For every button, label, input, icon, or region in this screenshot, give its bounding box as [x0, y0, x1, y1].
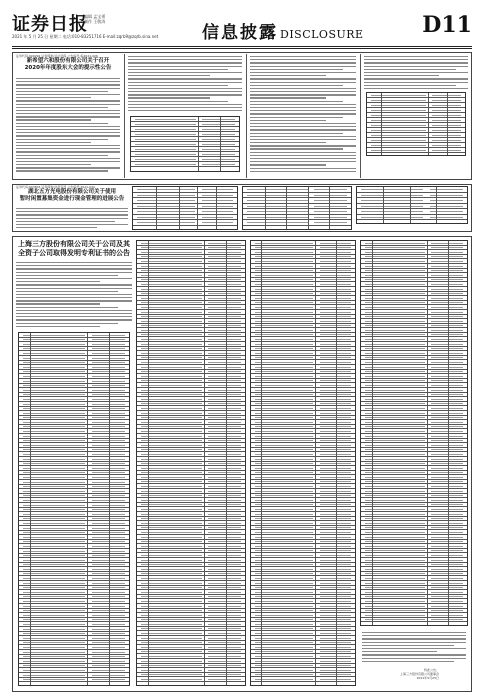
- text-line: [250, 142, 326, 143]
- text-line: [364, 85, 456, 86]
- text-line: [16, 307, 118, 308]
- table-column-divider: [381, 93, 382, 155]
- text-line: [128, 69, 228, 70]
- text-line: [128, 56, 242, 57]
- signature-line: 2021年5月25日: [416, 676, 440, 680]
- text-line: [364, 69, 456, 70]
- text-line: [16, 265, 132, 266]
- table-column-divider: [156, 187, 157, 229]
- text-line: [16, 272, 132, 273]
- table-column-divider: [329, 187, 330, 229]
- text-line: [16, 151, 120, 152]
- table-column-divider: [315, 241, 316, 685]
- text-line: [364, 62, 468, 63]
- text-line: [128, 101, 228, 102]
- table-row: [251, 677, 355, 682]
- text-line: [364, 56, 468, 57]
- text-line: [364, 78, 468, 79]
- text-line: [16, 288, 132, 289]
- text-line: [16, 104, 120, 105]
- text-line: [16, 323, 118, 324]
- patent-table: [136, 240, 246, 686]
- announcement-title-line: 湖北五方光电股份有限公司关于使用: [27, 189, 116, 195]
- text-line: [250, 126, 356, 127]
- text-line: [364, 88, 468, 89]
- text-line: [16, 116, 120, 117]
- signature-line: 上海三方股份有限公司董事会: [400, 672, 440, 676]
- text-line: [362, 658, 466, 659]
- text-line: [128, 85, 228, 86]
- body-text: [362, 632, 466, 664]
- text-line: [16, 126, 120, 127]
- patent-table: [360, 240, 468, 626]
- text-line: [250, 101, 343, 102]
- text-line: [16, 148, 120, 149]
- announcement-code: 证券代码:600292 证券简称:远达环保 公告编号:临2021-026: [16, 54, 98, 58]
- announcement-title-line: 全资子公司取得发明专利证书的公告: [18, 249, 130, 257]
- text-line: [16, 91, 108, 92]
- text-line: [16, 110, 120, 111]
- column-divider: [124, 54, 125, 178]
- text-line: [16, 113, 120, 114]
- table-column-divider: [148, 241, 149, 685]
- data-table: [366, 92, 466, 156]
- table-row: [357, 215, 467, 221]
- text-line: [250, 78, 356, 79]
- text-line: [250, 94, 356, 95]
- producer-line: 制作 王敬涛: [84, 19, 106, 24]
- table-row: [243, 220, 351, 226]
- text-line: [128, 94, 242, 95]
- data-table: [356, 186, 468, 224]
- text-line: [128, 78, 242, 79]
- newspaper-logo: 证券日报: [12, 14, 88, 35]
- announcement-code: 证券代码:603833 证券简称:欧派家居 公告编号:2021-044: [16, 185, 95, 189]
- text-line: [16, 313, 132, 314]
- table-column-divider: [428, 93, 429, 155]
- data-table: [132, 186, 238, 230]
- section-title: [202, 18, 364, 43]
- masthead-rule: [12, 46, 472, 47]
- text-line: [16, 155, 108, 156]
- text-line: [250, 123, 356, 124]
- text-line: [16, 135, 120, 136]
- text-line: [250, 136, 356, 137]
- text-line: [16, 211, 128, 212]
- text-line: [16, 208, 128, 209]
- patent-table: [250, 240, 356, 686]
- text-line: [16, 167, 120, 168]
- text-line: [250, 139, 356, 140]
- text-line: [16, 310, 132, 311]
- table-column-divider: [261, 241, 262, 685]
- date-line: 2021 年 5 月 25 日 星期二 电话:010-83251716 E-mail:zqrb9@zqrb.sina.net: [12, 34, 159, 39]
- text-line: [16, 170, 108, 171]
- table-row: [361, 618, 467, 623]
- text-line: [362, 648, 466, 649]
- text-line: [16, 227, 97, 228]
- text-line: [250, 66, 356, 67]
- patent-table: [18, 332, 130, 686]
- text-line: [16, 281, 100, 282]
- text-line: [16, 145, 120, 146]
- editor-line: 编辑 孟宝勇: [84, 14, 106, 19]
- text-line: [250, 152, 356, 153]
- text-line: [362, 654, 466, 655]
- table-column-divider: [436, 187, 437, 223]
- text-line: [362, 638, 466, 639]
- text-line: [16, 300, 132, 301]
- masthead: [12, 10, 472, 46]
- column-divider: [360, 54, 361, 178]
- table-column-divider: [87, 333, 88, 685]
- editor-credits: [84, 14, 105, 24]
- table-column-divider: [265, 187, 266, 229]
- text-line: [128, 104, 242, 105]
- text-line: [16, 158, 120, 159]
- text-line: [16, 319, 132, 320]
- text-line: [128, 97, 210, 98]
- text-line: [16, 303, 100, 304]
- table-column-divider: [427, 241, 428, 625]
- page-number: D11: [422, 12, 472, 38]
- table-row: [137, 677, 245, 682]
- table-column-divider: [198, 117, 199, 171]
- text-line: [16, 81, 120, 82]
- table-column-divider: [226, 241, 227, 685]
- text-line: [250, 164, 326, 165]
- text-line: [362, 642, 466, 643]
- text-line: [250, 104, 356, 105]
- text-line: [364, 82, 468, 83]
- table-column-divider: [30, 333, 31, 685]
- text-line: [16, 84, 120, 85]
- text-line: [16, 139, 108, 140]
- text-line: [250, 168, 356, 169]
- column-divider: [246, 54, 247, 178]
- text-line: [250, 62, 356, 63]
- text-line: [16, 275, 118, 276]
- text-line: [250, 120, 326, 121]
- text-line: [250, 158, 356, 159]
- table-column-divider: [216, 187, 217, 229]
- table-column-divider: [383, 187, 384, 223]
- text-line: [362, 651, 437, 652]
- text-line: [16, 100, 120, 101]
- text-line: [250, 155, 356, 156]
- announcement-title-line: 上海三方股份有限公司关于公司及其: [18, 240, 130, 248]
- text-line: [16, 97, 91, 98]
- text-line: [250, 133, 343, 134]
- text-line: [16, 291, 118, 292]
- signature-block: [400, 668, 439, 680]
- text-line: [250, 69, 343, 70]
- announcement-3: [16, 240, 132, 258]
- text-line: [364, 75, 439, 76]
- text-line: [128, 110, 242, 111]
- table-column-divider: [336, 241, 337, 685]
- body-text: [364, 56, 468, 91]
- text-line: [250, 129, 356, 130]
- text-line: [16, 326, 100, 327]
- table-row: [367, 148, 465, 153]
- text-line: [128, 59, 242, 60]
- table-column-divider: [109, 333, 110, 685]
- text-line: [250, 59, 356, 60]
- text-line: [16, 142, 91, 143]
- text-line: [364, 59, 468, 60]
- text-line: [364, 72, 468, 73]
- masthead-rule-thin: [12, 48, 472, 49]
- section-title-en: DISCLOSURE: [280, 28, 364, 41]
- text-line: [16, 316, 132, 317]
- section-title-cn: 信息披露: [202, 23, 278, 43]
- text-line: [250, 171, 356, 172]
- text-line: [250, 148, 343, 149]
- text-line: [128, 66, 242, 67]
- text-line: [16, 262, 132, 263]
- table-column-divider: [410, 187, 411, 223]
- announcement-2: [16, 185, 128, 203]
- body-text: [16, 262, 132, 329]
- text-line: [250, 85, 343, 86]
- text-line: [362, 645, 454, 646]
- text-line: [128, 72, 242, 73]
- body-text: [250, 56, 356, 174]
- text-line: [250, 117, 343, 118]
- text-line: [16, 284, 132, 285]
- table-column-divider: [308, 187, 309, 229]
- table-row: [133, 220, 237, 226]
- text-line: [16, 294, 132, 295]
- body-text: [16, 208, 128, 230]
- text-line: [128, 82, 242, 83]
- text-line: [362, 661, 454, 662]
- text-line: [16, 297, 132, 298]
- text-line: [16, 107, 108, 108]
- text-line: [16, 164, 91, 165]
- text-line: [16, 218, 128, 219]
- table-row: [19, 678, 129, 683]
- table-column-divider: [220, 117, 221, 171]
- text-line: [250, 145, 356, 146]
- text-line: [362, 632, 466, 633]
- table-column-divider: [286, 187, 287, 229]
- text-line: [250, 113, 356, 114]
- text-line: [128, 107, 242, 108]
- text-line: [16, 78, 120, 79]
- text-line: [250, 97, 326, 98]
- data-table: [130, 116, 240, 172]
- text-line: [128, 91, 242, 92]
- text-line: [16, 119, 91, 120]
- table-column-divider: [447, 93, 448, 155]
- text-line: [16, 221, 115, 222]
- body-text: [128, 56, 242, 113]
- text-line: [16, 132, 120, 133]
- text-line: [250, 82, 356, 83]
- text-line: [250, 56, 356, 57]
- text-line: [16, 123, 108, 124]
- body-text: [16, 78, 120, 174]
- text-line: [16, 161, 120, 162]
- announcement-title-line: 暂时闲置募集资金进行现金管理的进展公告: [19, 196, 125, 202]
- text-line: [16, 94, 120, 95]
- table-column-divider: [372, 241, 373, 625]
- signature-line: 特此公告。: [424, 668, 440, 672]
- table-column-divider: [204, 241, 205, 685]
- text-line: [250, 72, 356, 73]
- text-line: [250, 110, 356, 111]
- announcement-title-line: 新希望六和股份有限公司关于召开: [26, 58, 110, 64]
- text-line: [250, 75, 326, 76]
- text-line: [16, 214, 128, 215]
- text-line: [16, 224, 128, 225]
- text-line: [250, 107, 356, 108]
- table-row: [131, 162, 239, 167]
- table-column-divider: [179, 187, 180, 229]
- table-column-divider: [197, 187, 198, 229]
- text-line: [16, 268, 132, 269]
- text-line: [16, 129, 120, 130]
- text-line: [16, 278, 132, 279]
- text-line: [250, 91, 356, 92]
- text-line: [250, 88, 356, 89]
- text-line: [128, 62, 242, 63]
- text-line: [364, 66, 468, 67]
- text-line: [16, 88, 120, 89]
- text-line: [250, 161, 356, 162]
- announcement-title-line: 2020年年度股东大会的提示性公告: [24, 65, 112, 71]
- text-line: [128, 75, 210, 76]
- text-line: [362, 635, 466, 636]
- text-line: [128, 88, 242, 89]
- data-table: [242, 186, 352, 230]
- table-column-divider: [448, 241, 449, 625]
- announcement-1: [16, 54, 120, 72]
